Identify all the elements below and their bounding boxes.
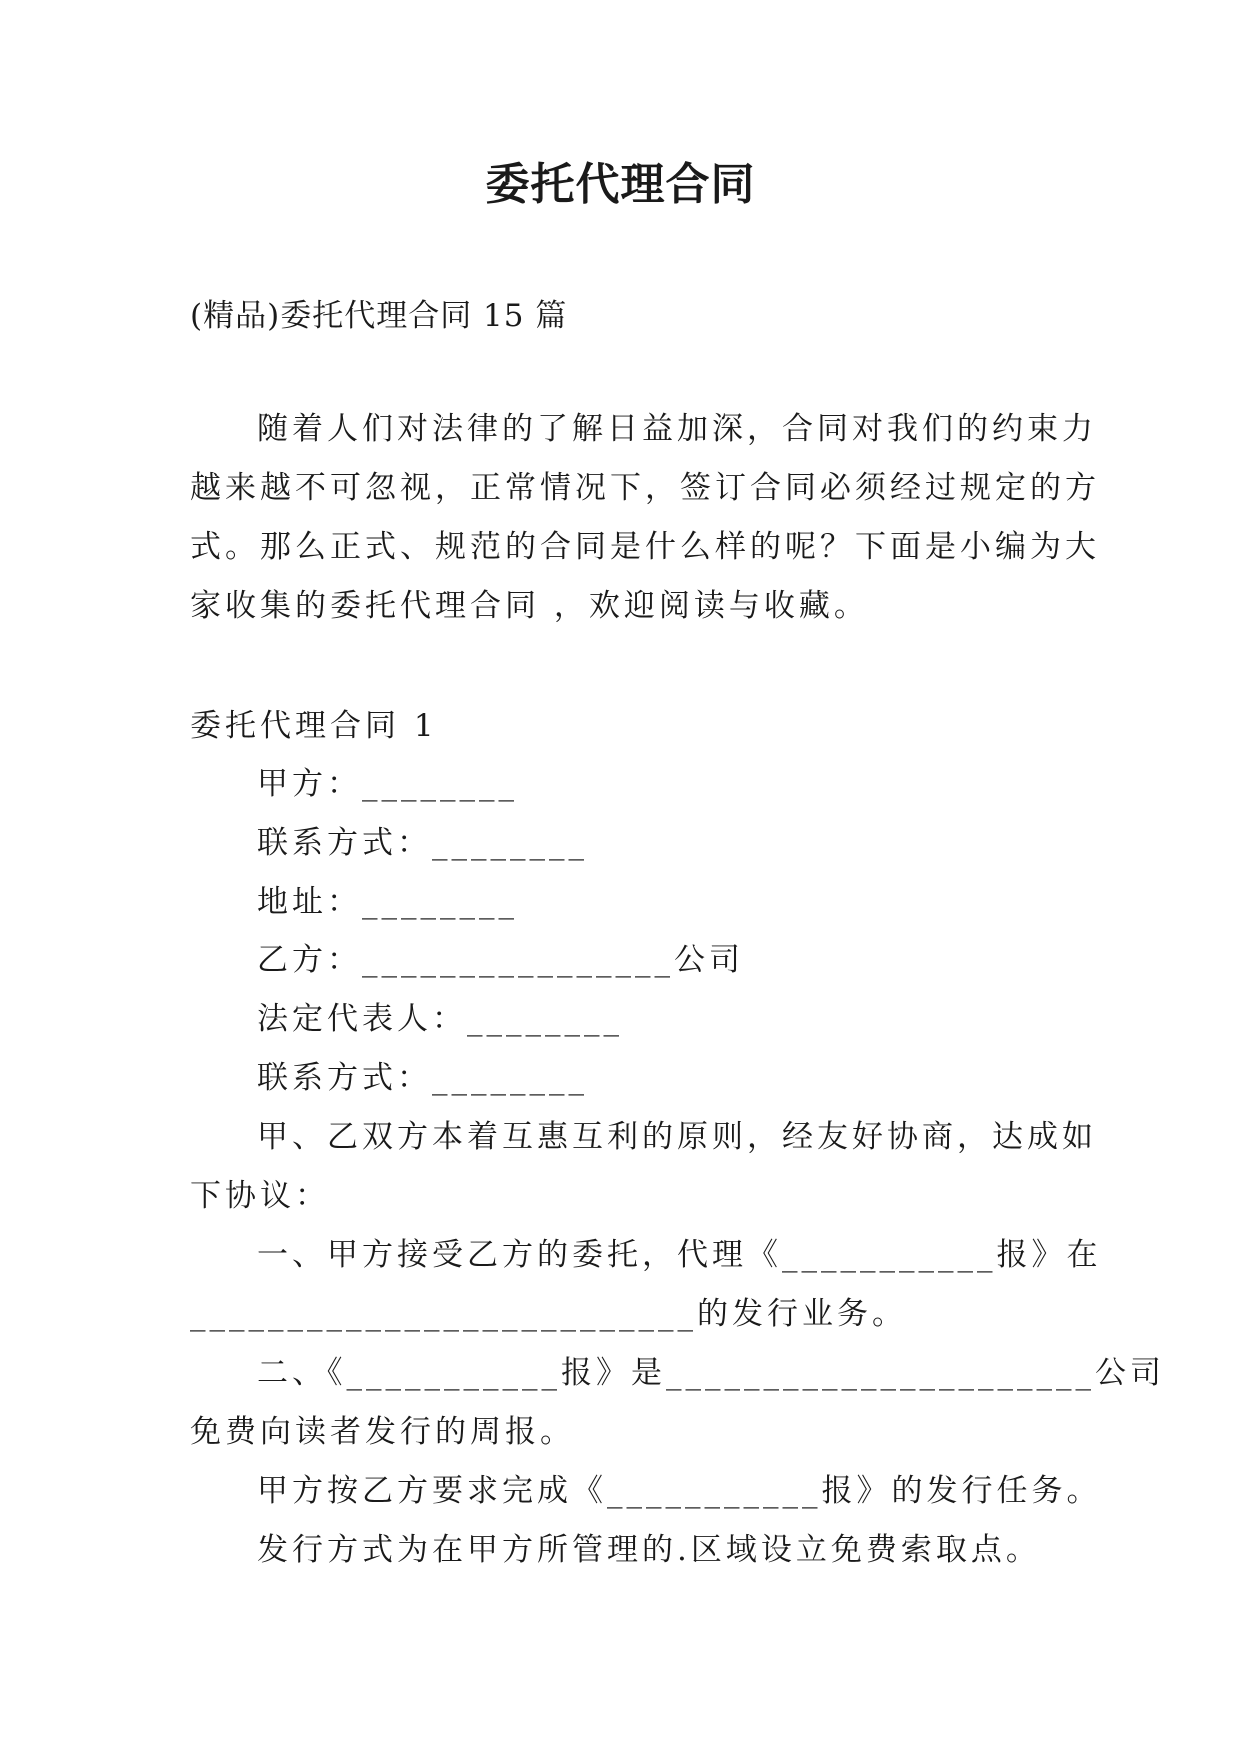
intro-line-1: 随着人们对法律的了解日益加深，合同对我们的约束力 [257, 411, 1097, 447]
agreement-line-1: 甲、乙双方本着互惠互利的原则，经友好协商，达成如 [257, 1119, 1097, 1155]
clause-1-line-1: 一、甲方接受乙方的委托，代理《___________报》在 [257, 1237, 1102, 1273]
intro-line-2: 越来越不可忽视，正常情况下，签订合同必须经过规定的方 [190, 470, 1100, 506]
clause-4: 发行方式为在甲方所管理的.区域设立免费索取点。 [257, 1532, 1041, 1568]
agreement-line-2: 下协议： [190, 1178, 330, 1214]
clause-3: 甲方按乙方要求完成《___________报》的发行任务。 [257, 1473, 1102, 1509]
intro-line-3: 式。那么正式、规范的合同是什么样的呢？下面是小编为大 [190, 529, 1100, 565]
party-a-contact-field: 联系方式：________ [257, 825, 588, 861]
clause-1-line-2: __________________________的发行业务。 [190, 1296, 907, 1332]
party-b-field: 乙方：________________公司 [257, 942, 744, 978]
section-heading: 委托代理合同 1 [190, 708, 438, 744]
party-b-legal-rep-field: 法定代表人：________ [257, 1001, 623, 1037]
document-subtitle: (精品)委托代理合同 15 篇 [190, 298, 568, 334]
clause-2-line-1: 二、《___________报》是______________________公司 [257, 1355, 1165, 1391]
party-b-contact-field: 联系方式：________ [257, 1060, 588, 1096]
intro-line-4: 家收集的委托代理合同 ，欢迎阅读与收藏。 [190, 588, 869, 624]
party-a-address-field: 地址：________ [257, 884, 518, 920]
party-a-field: 甲方：________ [257, 766, 518, 802]
document-title: 委托代理合同 [485, 159, 756, 210]
clause-2-line-2: 免费向读者发行的周报。 [190, 1414, 575, 1450]
